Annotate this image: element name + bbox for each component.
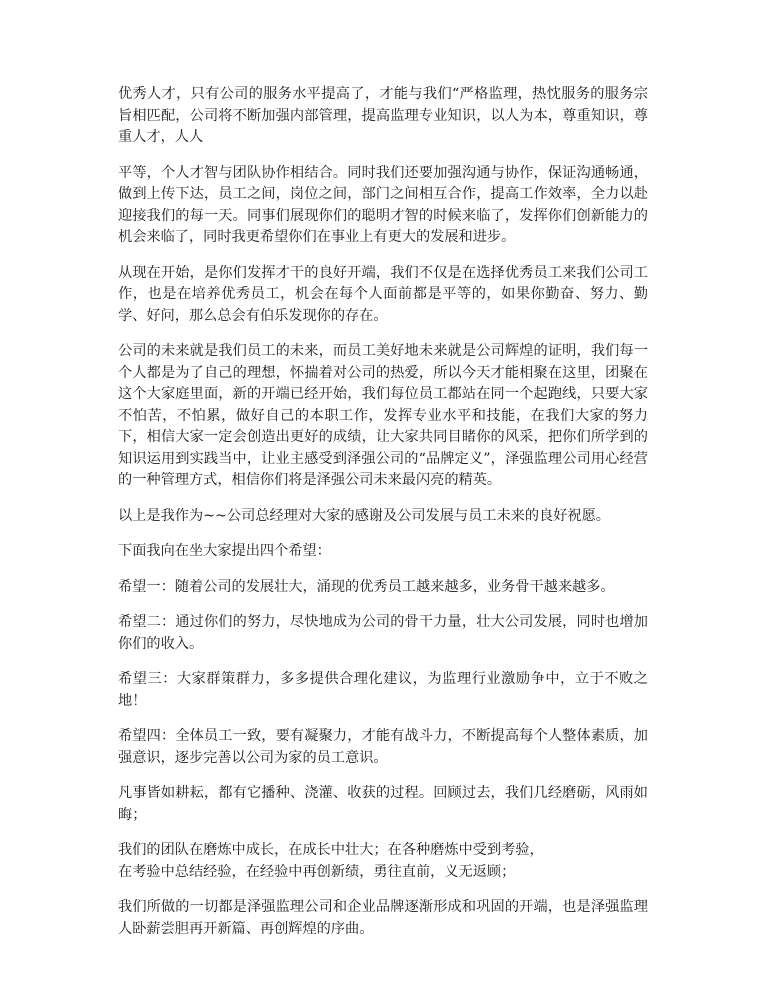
paragraph-hope-two: 希望二：通过你们的努力，尽快地成为公司的骨干力量，壮大公司发展，同时也增加你们的收入。: [118, 614, 648, 652]
paragraph-new-start: 从现在开始，是你们发挥才干的良好开端，我们不仅是在选择优秀员工来我们公司工作，也是在培养优秀员工，机会在每个人面前都是平等的，如果你勤奋、努力、勤学、好问，那么总会有伯乐发现你的存在。: [118, 264, 648, 324]
paragraph-hope-four: 希望四：全体员工一致，要有凝聚力，才能有战斗力，不断提高每个人整体素质，加强意识，逐步完善以公司为家的员工意识。: [118, 728, 648, 766]
paragraph-team-growth: 我们的团队在磨炼中成长，在成长中壮大；在各种磨炼中受到考验， 在考验中总结经验，在经验中再创新绩，勇往直前，义无返顾；: [118, 842, 544, 880]
paragraph-hope-one: 希望一：随着公司的发展壮大，涌现的优秀员工越来越多，业务骨干越来越多。: [118, 578, 615, 595]
document-body: [118, 84, 648, 954]
paragraph-closing: 我们所做的一切都是泽强监理公司和企业品牌逐渐形成和巩固的开端，也是泽强监理人卧薪尝胆再开新篇、再创辉煌的序曲。: [118, 899, 648, 937]
paragraph-thanks: 以上是我作为~~公司总经理对大家的感谢及公司发展与员工未来的良好祝愿。: [118, 507, 610, 524]
paragraph-teamwork: 平等，个人才智与团队协作相结合。同时我们还要加强沟通与协作，保证沟通畅通，做到上传下达，员工之间，岗位之间，部门之间相互合作，提高工作效率，全力以赴迎接我们的每一天。同事们展现你们的聪明才智的时候来临了，发挥你们创新能力的机会来临了，同时我更希望你们在事业上有更大的发展和进步。: [118, 164, 648, 245]
paragraph-company-future: 公司的未来就是我们员工的未来，而员工美好地未来就是公司辉煌的证明，我们每一个人都是为了自己的理想，怀揣着对公司的热爱，所以今天才能相聚在这里，团聚在这个大家庭里面，新的开端已经开始，我们每位员工都站在同一个起跑线，只要大家不怕苦，不怕累，做好自己的本职工作，发挥专业水平和技能，在我们大家的努力下，相信大家一定会创造出更好的成绩，让大家共同目睹你的风采，把你们所学到的知识运用到实践当中，让业主感受到泽强公司的“品牌定义”，泽强监理公司用心经营的一种管理方式，相信你们将是泽强公司未来最闪亮的精英。: [118, 343, 648, 488]
paragraph-four-hopes-intro: 下面我向在坐大家提出四个希望：: [118, 543, 331, 559]
paragraph-hope-three: 希望三：大家群策群力，多多提供合理化建议，为监理行业激励争中，立于不败之地！: [118, 671, 648, 709]
paragraph-cultivation: 凡事皆如耕耘，都有它播种、浇灌、收获的过程。回顾过去，我们几经磨砺，风雨如晦；: [118, 785, 648, 823]
paragraph-talent-service: 优秀人才，只有公司的服务水平提高了，才能与我们“严格监理，热忱服务的服务宗旨相匹配，公司将不断加强内部管理，提高监理专业知识，以人为本，尊重知识，尊重人才，人人: [118, 86, 648, 145]
